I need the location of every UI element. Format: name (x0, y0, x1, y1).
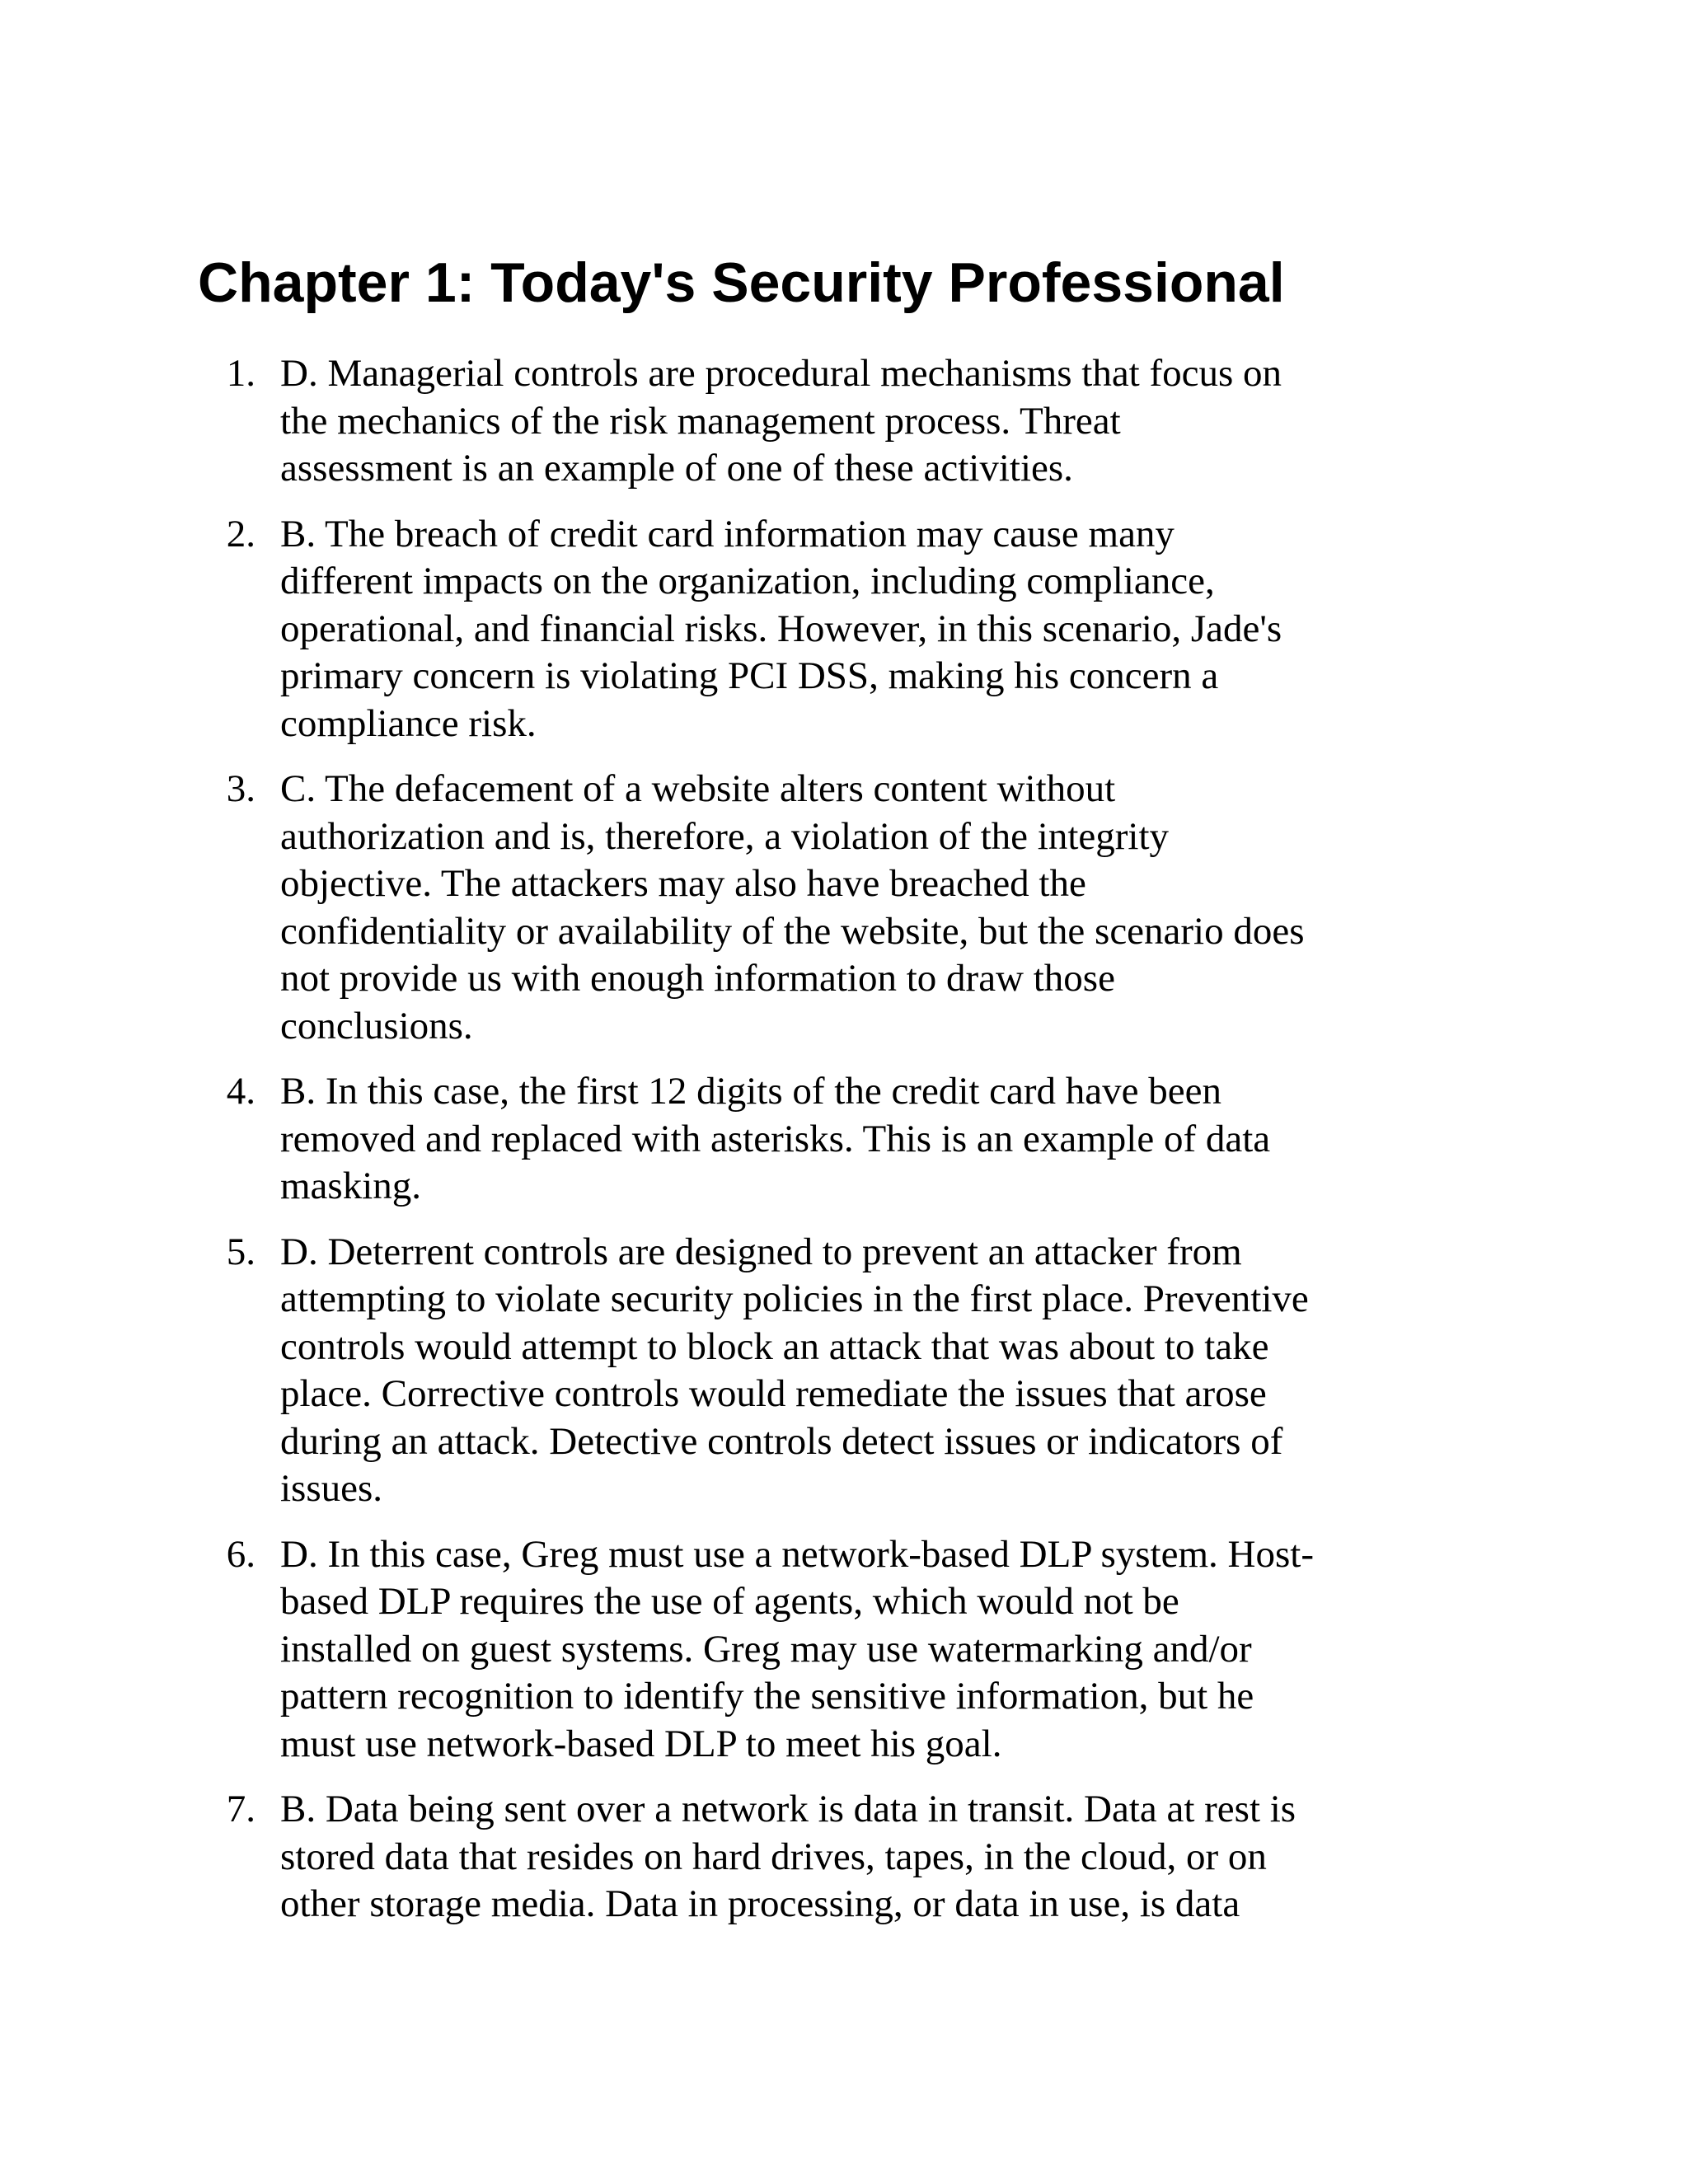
answer-line: B. In this case, the first 12 digits of the credit card have been (280, 1070, 1221, 1113)
answer-line: removed and replaced with asterisks. This is an example of data (280, 1117, 1271, 1160)
answer-number: 6. (226, 1532, 256, 1576)
answer-number: 2. (226, 512, 256, 555)
answer-line: stored data that resides on hard drives, tapes, in the cloud, or on (280, 1835, 1267, 1878)
answer-text (280, 350, 1475, 493)
answer-list (0, 350, 1688, 1947)
answer-text (280, 1229, 1475, 1513)
answer-line: C. The defacement of a website alters content without (280, 767, 1116, 810)
answer-line: must use network-based DLP to meet his goal. (280, 1722, 1002, 1765)
answer-item (0, 1068, 1688, 1211)
answer-line: B. The breach of credit card information may cause many (280, 512, 1175, 555)
answer-item (0, 1531, 1688, 1769)
answer-line: pattern recognition to identify the sensitive information, but he (280, 1675, 1254, 1718)
answer-line: different impacts on the organization, including compliance, (280, 560, 1215, 602)
answer-text (280, 1786, 1475, 1929)
answer-line: compliance risk. (280, 701, 537, 745)
answer-item (0, 1229, 1688, 1513)
answer-line: operational, and financial risks. However, in this scenario, Jade's (280, 607, 1282, 650)
answer-line: D. In this case, Greg must use a network-based DLP system. Host- (280, 1532, 1314, 1576)
answer-line: D. Deterrent controls are designed to prevent an attacker from (280, 1230, 1242, 1273)
answer-line: installed on guest systems. Greg may use watermarking and/or (280, 1627, 1252, 1671)
answer-line: controls would attempt to block an attack that was about to take (280, 1324, 1269, 1368)
answer-number: 4. (226, 1070, 256, 1113)
answer-line: based DLP requires the use of agents, which would not be (280, 1580, 1179, 1623)
answer-line: masking. (280, 1165, 422, 1207)
answer-item (0, 766, 1688, 1050)
answer-text (280, 1531, 1475, 1769)
answer-line: other storage media. Data in processing, or data in use, is data (280, 1882, 1240, 1925)
answer-line: issues. (280, 1467, 383, 1510)
answer-line: during an attack. Detective controls detect issues or indicators of (280, 1419, 1283, 1463)
answer-line: assessment is an example of one of these activities. (280, 447, 1073, 490)
answer-text (280, 1068, 1475, 1211)
answer-line: confidentiality or availability of the website, but the scenario does (280, 909, 1305, 953)
answer-line: attempting to violate security policies in the first place. Preventive (280, 1277, 1309, 1320)
answer-number: 7. (226, 1788, 256, 1830)
answer-line: objective. The attackers may also have breached the (280, 862, 1086, 905)
answer-number: 5. (226, 1230, 256, 1273)
answer-line: D. Managerial controls are procedural mechanisms that focus on (280, 352, 1282, 395)
answer-number: 3. (226, 767, 256, 810)
answer-item (0, 1786, 1688, 1929)
answer-text (280, 766, 1475, 1050)
answer-line: B. Data being sent over a network is data in transit. Data at rest is (280, 1788, 1296, 1830)
answer-line: primary concern is violating PCI DSS, making his concern a (280, 654, 1219, 697)
answer-line: the mechanics of the risk management process. Threat (280, 399, 1121, 443)
answer-line: place. Corrective controls would remediate the issues that arose (280, 1372, 1267, 1415)
answer-item (0, 511, 1688, 748)
answer-item (0, 350, 1688, 493)
answer-number: 1. (226, 352, 256, 395)
answer-line: conclusions. (280, 1004, 473, 1047)
answer-line: authorization and is, therefore, a violation of the integrity (280, 814, 1170, 858)
answer-line: not provide us with enough information to draw those (280, 957, 1115, 1000)
chapter-title: Chapter 1: Today's Security Professional (198, 251, 1285, 314)
answer-text (280, 511, 1475, 748)
